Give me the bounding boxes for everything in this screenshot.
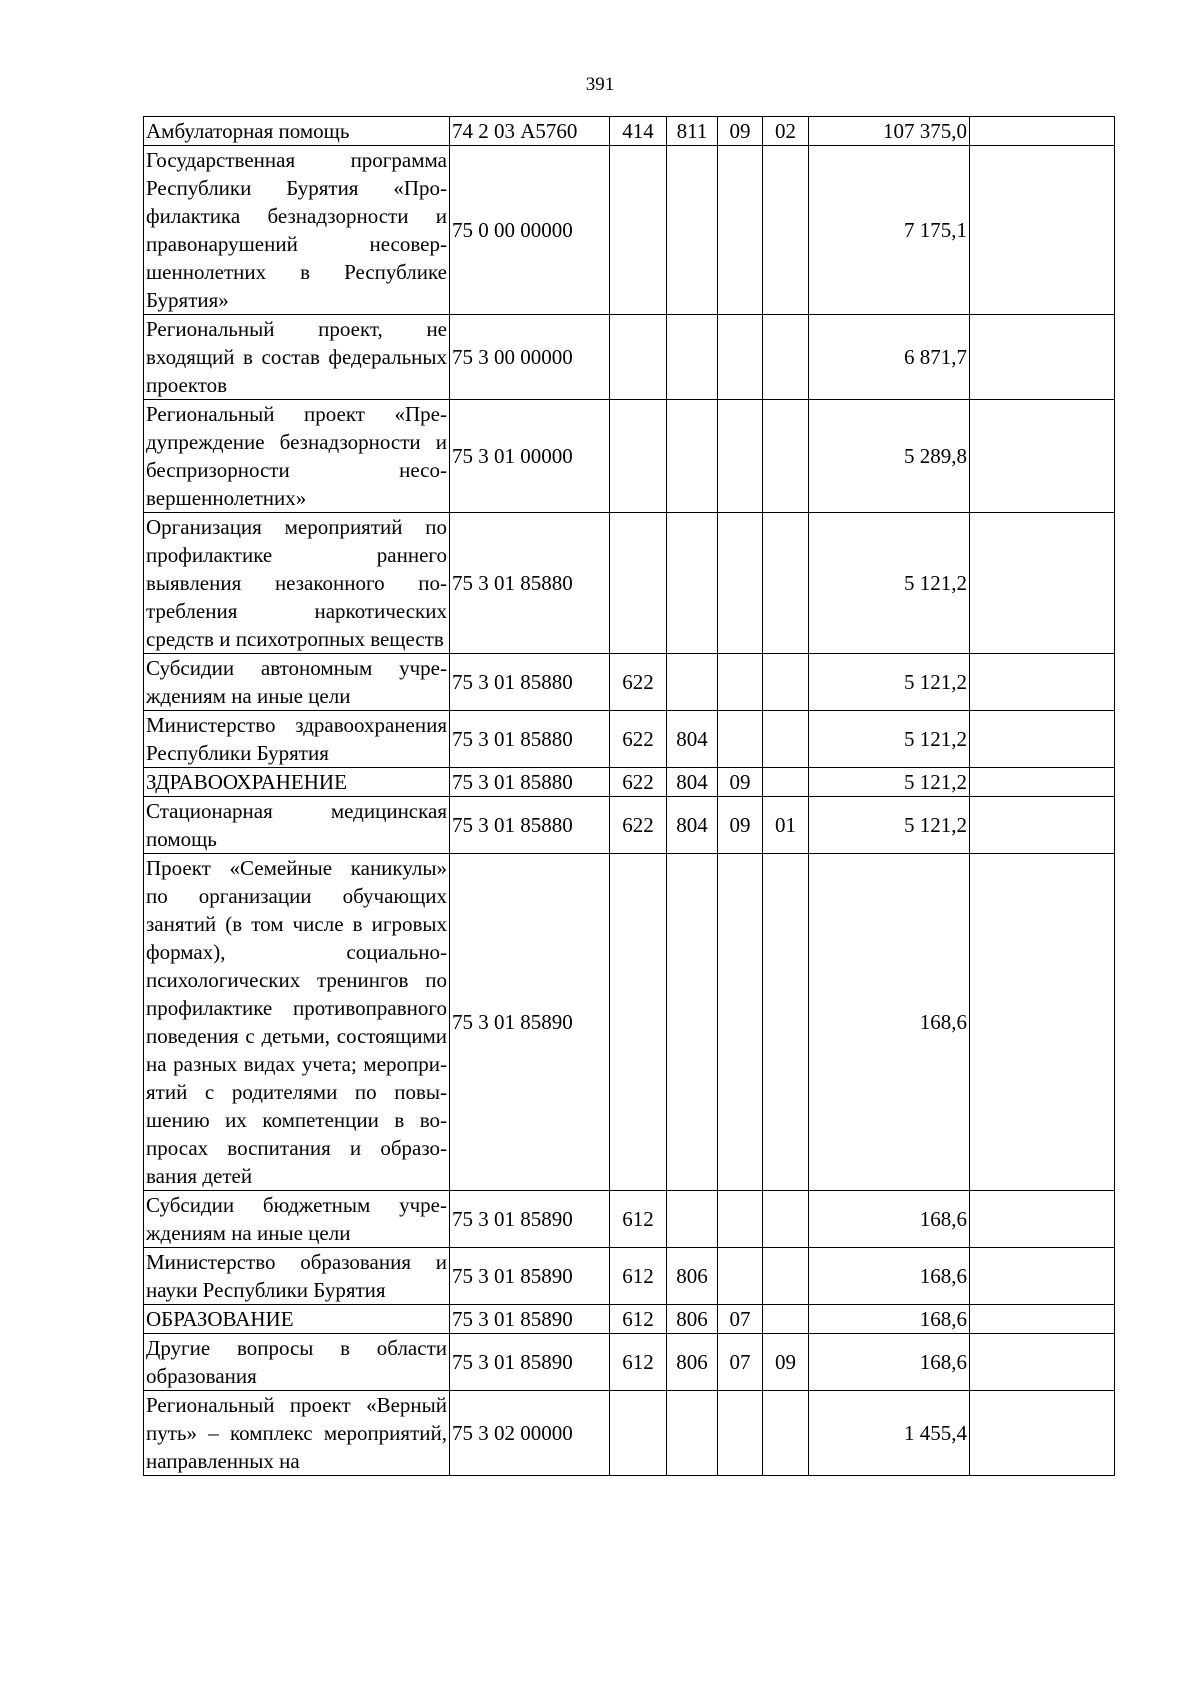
row-code: 75 3 01 85890: [450, 1191, 610, 1248]
row-empty-cell: [970, 768, 1115, 797]
row-section: 07: [718, 1334, 763, 1391]
row-expense-type: 622: [610, 711, 667, 768]
row-empty-cell: [970, 117, 1115, 146]
row-name: Субсидии автономным учреждениям на иные цели: [144, 654, 450, 711]
row-expense-type: 612: [610, 1334, 667, 1391]
row-empty-cell: [970, 513, 1115, 654]
row-code: 75 3 01 00000: [450, 400, 610, 513]
table-row: [144, 654, 1115, 711]
row-ministry-code: 804: [667, 797, 718, 854]
row-section: [718, 1391, 763, 1476]
row-amount: 168,6: [809, 1191, 970, 1248]
row-section: 09: [718, 117, 763, 146]
row-name: Региональный проект «Предупреждение безнадзорности и беспризорности несовершеннолетних»: [144, 400, 450, 513]
row-amount: 6 871,7: [809, 315, 970, 400]
row-section: [718, 1191, 763, 1248]
row-subsection: [763, 400, 809, 513]
row-section: 09: [718, 768, 763, 797]
row-subsection: [763, 768, 809, 797]
row-name: Региональный проект «Верный путь» – комплекс мероприятий, направленных на: [144, 1391, 450, 1476]
row-subsection: [763, 854, 809, 1191]
row-section: [718, 854, 763, 1191]
row-amount: 5 121,2: [809, 513, 970, 654]
budget-table: [143, 116, 1115, 1476]
row-amount: 168,6: [809, 1334, 970, 1391]
row-code: 75 3 01 85890: [450, 1334, 610, 1391]
row-ministry-code: 806: [667, 1334, 718, 1391]
row-subsection: 02: [763, 117, 809, 146]
row-amount: 1 455,4: [809, 1391, 970, 1476]
row-section: 09: [718, 797, 763, 854]
table-body: [144, 117, 1115, 1476]
row-subsection: [763, 1391, 809, 1476]
row-amount: 7 175,1: [809, 146, 970, 315]
row-ministry-code: [667, 513, 718, 654]
row-ministry-code: 804: [667, 768, 718, 797]
table-row: [144, 1248, 1115, 1305]
row-ministry-code: [667, 1391, 718, 1476]
row-subsection: 01: [763, 797, 809, 854]
row-amount: 5 121,2: [809, 768, 970, 797]
row-subsection: [763, 1305, 809, 1334]
row-ministry-code: [667, 146, 718, 315]
table-row: [144, 768, 1115, 797]
row-amount: 168,6: [809, 854, 970, 1191]
row-subsection: [763, 513, 809, 654]
row-section: [718, 513, 763, 654]
row-empty-cell: [970, 654, 1115, 711]
row-code: 75 3 01 85890: [450, 1305, 610, 1334]
row-ministry-code: [667, 400, 718, 513]
row-section: [718, 400, 763, 513]
row-section: 07: [718, 1305, 763, 1334]
row-code: 75 3 00 00000: [450, 315, 610, 400]
row-empty-cell: [970, 1248, 1115, 1305]
table-row: [144, 117, 1115, 146]
row-expense-type: 612: [610, 1191, 667, 1248]
row-code: 75 3 01 85880: [450, 711, 610, 768]
page-number: 391: [585, 74, 615, 95]
row-ministry-code: [667, 315, 718, 400]
row-name: Другие вопросы в области образования: [144, 1334, 450, 1391]
table-row: [144, 1191, 1115, 1248]
row-name: Проект «Семейные каникулы» по организации обучающих занятий (в том числе в игровых формах), социально-психологических тренингов по профилактике противоправного поведения с детьми, состоящими на разных видах учета; мероприятий с родителями по повышению их компетенции в вопросах воспитания и образования детей: [144, 854, 450, 1191]
row-code: 75 0 00 00000: [450, 146, 610, 315]
row-name: ЗДРАВООХРАНЕНИЕ: [144, 768, 450, 797]
row-amount: 5 121,2: [809, 654, 970, 711]
row-empty-cell: [970, 146, 1115, 315]
row-empty-cell: [970, 400, 1115, 513]
row-amount: 168,6: [809, 1248, 970, 1305]
row-ministry-code: [667, 654, 718, 711]
row-empty-cell: [970, 315, 1115, 400]
row-subsection: [763, 1191, 809, 1248]
row-expense-type: 622: [610, 768, 667, 797]
row-empty-cell: [970, 711, 1115, 768]
row-empty-cell: [970, 854, 1115, 1191]
row-subsection: [763, 146, 809, 315]
row-code: 75 3 02 00000: [450, 1391, 610, 1476]
row-name: ОБРАЗОВАНИЕ: [144, 1305, 450, 1334]
row-empty-cell: [970, 1334, 1115, 1391]
row-name: Амбулаторная помощь: [144, 117, 450, 146]
row-expense-type: 622: [610, 654, 667, 711]
row-expense-type: [610, 854, 667, 1191]
row-expense-type: [610, 315, 667, 400]
row-amount: 5 121,2: [809, 711, 970, 768]
row-amount: 5 289,8: [809, 400, 970, 513]
table-row: [144, 146, 1115, 315]
row-subsection: 09: [763, 1334, 809, 1391]
table-row: [144, 1391, 1115, 1476]
row-ministry-code: 806: [667, 1248, 718, 1305]
table-row: [144, 513, 1115, 654]
row-subsection: [763, 1248, 809, 1305]
row-name: Стационарная медицинская помощь: [144, 797, 450, 854]
row-subsection: [763, 711, 809, 768]
table-row: [144, 1334, 1115, 1391]
row-expense-type: 612: [610, 1305, 667, 1334]
row-empty-cell: [970, 1191, 1115, 1248]
table-row: [144, 1305, 1115, 1334]
row-name: Государственная программа Республики Бурятия «Профилактика безнадзорности и правонарушений несовершеннолетних в Республике Бурятия»: [144, 146, 450, 315]
row-ministry-code: 806: [667, 1305, 718, 1334]
row-section: [718, 711, 763, 768]
row-name: Министерство здравоохранения Республики Бурятия: [144, 711, 450, 768]
row-amount: 168,6: [809, 1305, 970, 1334]
table-row: [144, 711, 1115, 768]
row-empty-cell: [970, 1391, 1115, 1476]
row-amount: 107 375,0: [809, 117, 970, 146]
row-expense-type: [610, 400, 667, 513]
table-row: [144, 400, 1115, 513]
row-expense-type: [610, 513, 667, 654]
row-name: Министерство образования и науки Республики Бурятия: [144, 1248, 450, 1305]
row-code: 75 3 01 85880: [450, 797, 610, 854]
table-row: [144, 797, 1115, 854]
row-amount: 5 121,2: [809, 797, 970, 854]
row-code: 75 3 01 85890: [450, 1248, 610, 1305]
row-section: [718, 1248, 763, 1305]
row-ministry-code: [667, 1191, 718, 1248]
row-code: 75 3 01 85880: [450, 654, 610, 711]
row-expense-type: 622: [610, 797, 667, 854]
row-expense-type: 414: [610, 117, 667, 146]
row-subsection: [763, 654, 809, 711]
row-code: 74 2 03 А5760: [450, 117, 610, 146]
row-section: [718, 315, 763, 400]
row-empty-cell: [970, 797, 1115, 854]
row-subsection: [763, 315, 809, 400]
row-code: 75 3 01 85890: [450, 854, 610, 1191]
row-section: [718, 654, 763, 711]
row-empty-cell: [970, 1305, 1115, 1334]
row-name: Организация мероприятий по профилактике раннего выявления незаконного потребления наркотических средств и психотропных веществ: [144, 513, 450, 654]
row-name: Субсидии бюджетным учреждениям на иные цели: [144, 1191, 450, 1248]
row-code: 75 3 01 85880: [450, 768, 610, 797]
row-expense-type: 612: [610, 1248, 667, 1305]
row-section: [718, 146, 763, 315]
row-ministry-code: [667, 854, 718, 1191]
row-ministry-code: 811: [667, 117, 718, 146]
row-expense-type: [610, 146, 667, 315]
table-row: [144, 315, 1115, 400]
row-name: Региональный проект, не входящий в состав федеральных проектов: [144, 315, 450, 400]
table-row: [144, 854, 1115, 1191]
row-ministry-code: 804: [667, 711, 718, 768]
row-code: 75 3 01 85880: [450, 513, 610, 654]
row-expense-type: [610, 1391, 667, 1476]
